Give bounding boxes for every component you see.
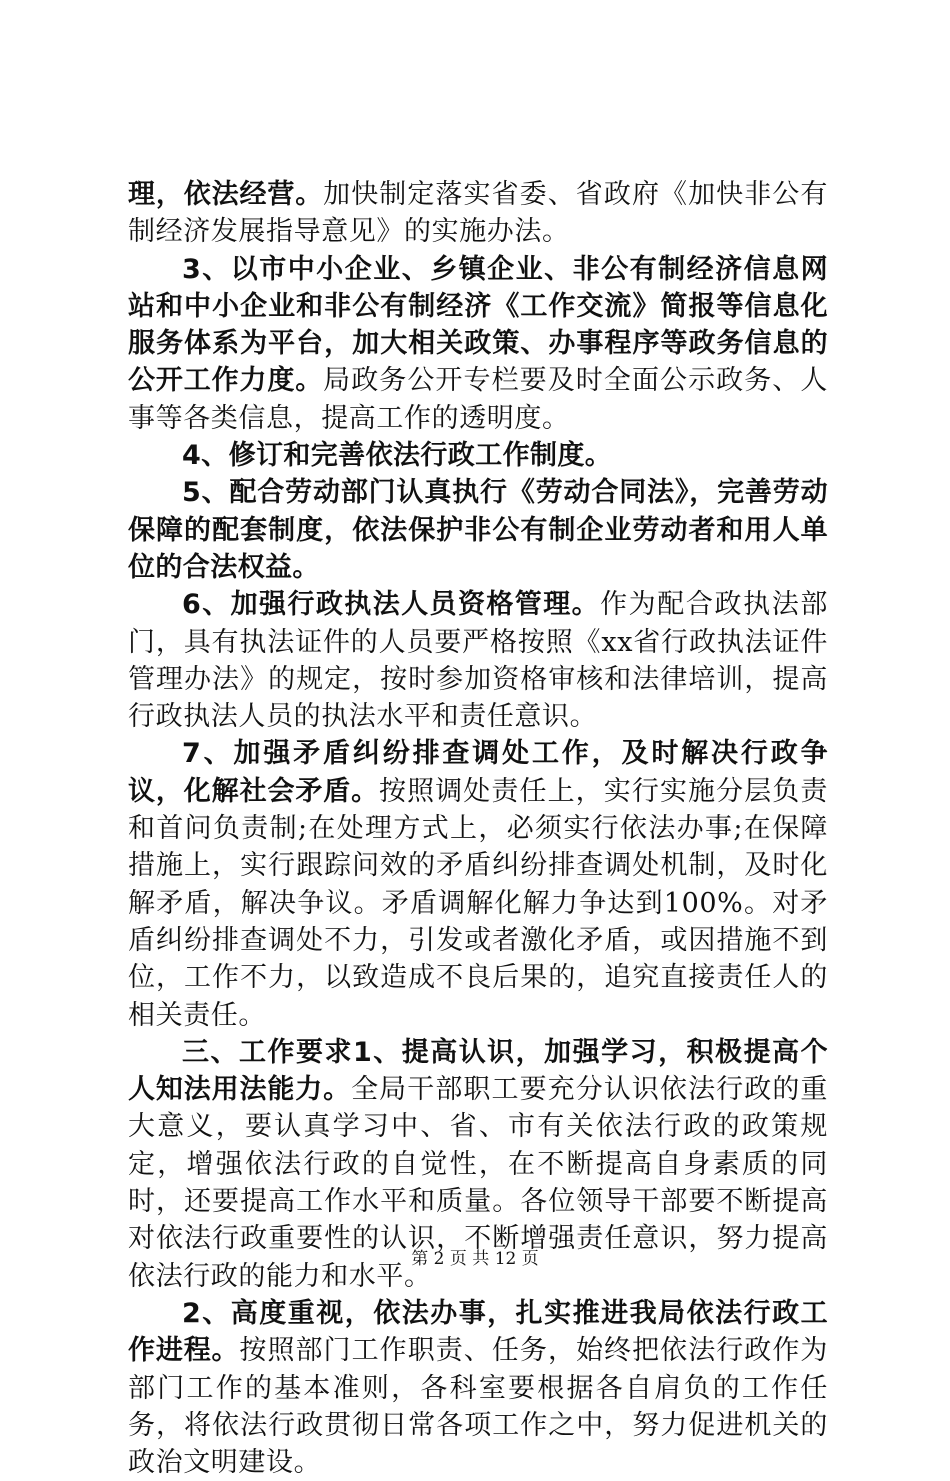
bold-text-run: 3、以市中小企业、乡镇企业、非公有制经济信息网站和中小企业和非公有制经济《工作交流》简报等信息化服务体系为平台，加大相关政策、办事程序等政务信息的公开工作力度。 xyxy=(128,253,828,397)
body-paragraph xyxy=(128,176,828,251)
page-footer: 第 2 页 共 12 页 xyxy=(411,1249,539,1269)
document-body xyxy=(128,176,828,1481)
bold-text-run: 三、工作要求1、提高认识，加强学习，积极提高个人知法用法能力。 xyxy=(128,1036,828,1106)
text-run: 全局干部职工要充分认识依法行政的重大意义，要认真学习中、省、市有关依法行政的政策规定，增强依法行政的自觉性，在不断提高自身素质的同时，还要提高工作水平和质量。各位领导干部要不断提高对依法行政重要性的认识，不断增强责任意识，努力提高依法行政的能力和水平。 xyxy=(128,1074,829,1292)
body-paragraph xyxy=(128,437,828,474)
bold-text-run: 理，依法经营。 xyxy=(128,179,324,210)
body-paragraph xyxy=(128,251,828,437)
text-run: 局政务公开专栏要及时全面公示政务、人事等各类信息，提高工作的透明度。 xyxy=(128,365,828,434)
bold-text-run: 7、加强矛盾纠纷排查调处工作，及时解决行政争议，化解社会矛盾。 xyxy=(128,738,828,807)
text-run: 作为配合政执法部门，具有执法证件的人员要严格按照《xx省行政执法证件管理办法》的规定，按时参加资格审核和法律培训，提高行政执法人员的执法水平和责任意识。 xyxy=(128,589,828,733)
text-run: 按照部门工作职责、任务，始终把依法行政作为部门工作的基本准则，各科室要根据各自肩负的工作任务，将依法行政贯彻日常各项工作之中，努力促进机关的政治文明建设。 xyxy=(128,1335,828,1479)
body-paragraph xyxy=(128,1295,828,1481)
body-paragraph xyxy=(128,586,828,735)
bold-text-run: 2、高度重视，依法办事，扎实推进我局依法行政工作进程。 xyxy=(128,1297,828,1367)
text-run: 按照调处责任上，实行实施分层负责和首问负责制;在处理方式上，必须实行依法办事;在保障措施上，实行跟踪问效的矛盾纠纷排查调处机制，及时化解矛盾，解决争议。矛盾调解化解力争达到100%。对矛盾纠纷排查调处不力，引发或者激化矛盾，或因措施不到位，工作不力，以致造成不良后果的，追究直接责任人的相关责任。 xyxy=(128,775,828,1031)
bold-text-run: 5、配合劳动部门认真执行《劳动合同法》，完善劳动保障的配套制度，依法保护非公有制企业劳动者和用人单位的合法权益。 xyxy=(128,477,828,583)
bold-text-run: 4、修订和完善依法行政工作制度。 xyxy=(182,440,613,472)
body-paragraph xyxy=(128,474,828,586)
body-paragraph xyxy=(128,735,828,1033)
text-run: 加快制定落实省委、省政府《加快非公有制经济发展指导意见》的实施办法。 xyxy=(128,179,828,248)
bold-text-run: 6、加强行政执法人员资格管理。 xyxy=(182,589,601,621)
